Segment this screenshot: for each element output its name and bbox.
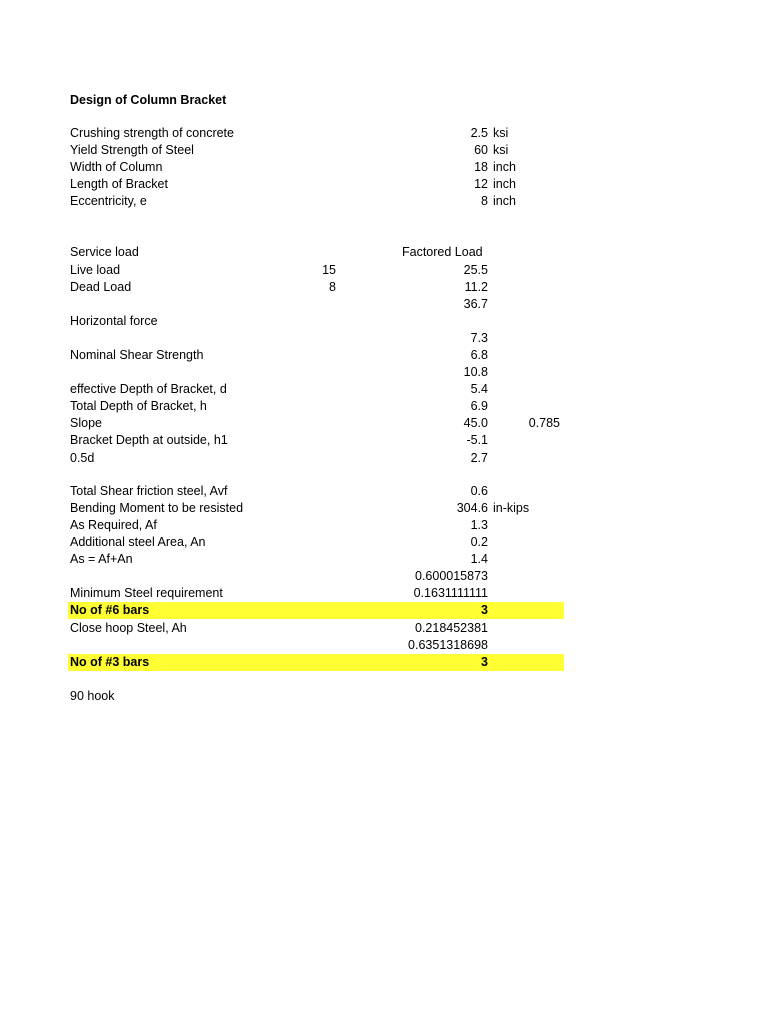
hook-label: 90 hook: [70, 689, 115, 703]
hoop-steel-value: 0.218452381: [415, 621, 488, 635]
input-unit: inch: [493, 160, 516, 174]
bars3-label: No of #3 bars: [70, 655, 150, 669]
load-header-row: [68, 244, 564, 261]
dead-load-label: Dead Load: [70, 280, 132, 294]
input-value: 2.5: [470, 126, 488, 140]
horizontal-force-row: [68, 313, 564, 330]
an-value: 0.2: [470, 535, 488, 549]
hoop-steel-label: Close hoop Steel, Ah: [70, 621, 187, 635]
an-label: Additional steel Area, An: [70, 535, 206, 549]
service-load-label: Service load: [70, 245, 139, 259]
factored-load-header: Factored Load: [402, 245, 483, 259]
moment-row: [68, 500, 564, 517]
moment-value: 304.6: [456, 501, 488, 515]
total-depth-row: [68, 398, 564, 415]
avf-value: 0.6: [470, 484, 488, 498]
outside-depth-label: Bracket Depth at outside, h1: [70, 433, 228, 447]
nominal-shear-label: Nominal Shear Strength: [70, 348, 204, 362]
input-value: 12: [474, 177, 488, 191]
avf-label: Total Shear friction steel, Avf: [70, 484, 228, 498]
avf-row: [68, 483, 564, 500]
as-label: As = Af+An: [70, 552, 133, 566]
input-row: [68, 142, 564, 159]
dead-load-factored: 11.2: [464, 280, 488, 294]
input-label: Yield Strength of Steel: [70, 143, 194, 157]
af-label: As Required, Af: [70, 518, 157, 532]
input-row: [68, 176, 564, 193]
input-value: 8: [481, 194, 488, 208]
hook-row: [68, 688, 564, 705]
slope-row: [68, 415, 564, 432]
dead-load-row: [68, 279, 564, 296]
input-unit: inch: [493, 177, 516, 191]
moment-label: Bending Moment to be resisted: [70, 501, 244, 515]
bars6-value: 3: [481, 603, 488, 617]
af-value: 1.3: [470, 518, 488, 532]
half-d-value: 2.7: [470, 451, 488, 465]
live-load-row: [68, 262, 564, 279]
live-load-label: Live load: [70, 263, 121, 277]
input-label: Length of Bracket: [70, 177, 168, 191]
extra-value-row: [68, 568, 564, 585]
af-row: [68, 517, 564, 534]
nominal-shear-row: [68, 347, 564, 364]
slope-radians: 0.785: [528, 416, 560, 430]
bars6-label: No of #6 bars: [70, 603, 150, 617]
total-factored-load: 36.7: [463, 297, 488, 311]
horizontal-force-label: Horizontal force: [70, 314, 158, 328]
slope-value: 45.0: [463, 416, 488, 430]
input-value: 18: [474, 160, 488, 174]
total-depth-label: Total Depth of Bracket, h: [70, 399, 207, 413]
sheet-title: Design of Column Bracket: [70, 93, 227, 107]
live-load-service: 15: [322, 263, 336, 277]
outside-depth-value: -5.1: [466, 433, 488, 447]
live-load-factored: 25.5: [463, 263, 488, 277]
input-row: [68, 159, 564, 176]
bars6-row: [68, 602, 564, 619]
an-row: [68, 534, 564, 551]
as-value: 1.4: [470, 552, 488, 566]
extra-value: 0.600015873: [415, 569, 488, 583]
effective-depth-label: effective Depth of Bracket, d: [70, 382, 227, 396]
input-row: [68, 193, 564, 210]
input-label: Eccentricity, e: [70, 194, 147, 208]
bars3-row: [68, 654, 564, 671]
effective-depth-row: [68, 381, 564, 398]
half-d-row: [68, 450, 564, 467]
dead-load-service: 8: [329, 280, 336, 294]
hoop-steel-value2-row: [68, 637, 564, 654]
total-load-row: [68, 296, 564, 313]
min-steel-row: [68, 585, 564, 602]
hoop-steel-row: [68, 620, 564, 637]
input-value: 60: [474, 143, 488, 157]
min-steel-value: 0.1631111111: [413, 586, 488, 600]
hoop-steel-value2: 0.6351318698: [408, 638, 488, 652]
input-label: Width of Column: [70, 160, 163, 174]
min-steel-label: Minimum Steel requirement: [70, 586, 223, 600]
input-unit: ksi: [493, 126, 509, 140]
horizontal-force-value-row: [68, 330, 564, 347]
horizontal-force-value: 7.3: [470, 331, 488, 345]
bars3-value: 3: [481, 655, 488, 669]
input-row: [68, 125, 564, 142]
input-unit: ksi: [493, 143, 509, 157]
moment-unit: in-kips: [493, 501, 530, 515]
input-label: Crushing strength of concrete: [70, 126, 234, 140]
slope-label: Slope: [70, 416, 102, 430]
total-depth-value: 6.9: [470, 399, 488, 413]
input-unit: inch: [493, 194, 516, 208]
effective-depth-value: 5.4: [470, 382, 488, 396]
as-row: [68, 551, 564, 568]
nominal-shear-value2: 10.8: [463, 365, 488, 379]
outside-depth-row: [68, 432, 564, 449]
nominal-shear-value: 6.8: [470, 348, 488, 362]
nominal-shear-value2-row: [68, 364, 564, 381]
half-d-label: 0.5d: [70, 451, 95, 465]
